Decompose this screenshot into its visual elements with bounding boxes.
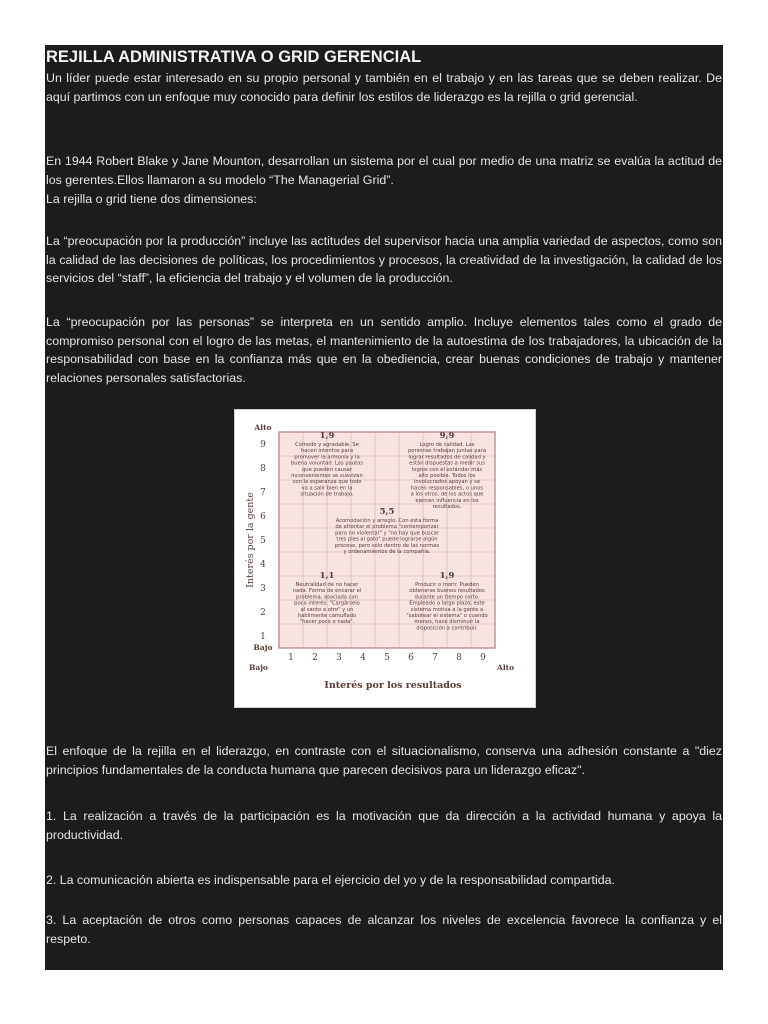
style-description-line: Empleado a largo plazo, este	[409, 600, 485, 607]
style-description-line: tres pies al gato" puede lograrse algún	[336, 536, 438, 543]
style-description-line: resultados.	[432, 504, 462, 510]
principle-3: 3. La aceptación de otros como personas capaces de alcanzar los niveles de excelencia favorece la confianza y el respeto.	[46, 913, 722, 946]
style-id-label: 1,9	[439, 571, 455, 581]
x-tick-label: 8	[456, 653, 462, 663]
y-tick-label: 2	[260, 608, 266, 618]
style-description-line: para no violentar" y "no hay que buscar	[335, 530, 439, 537]
style-description-line: problema, asociada con	[296, 594, 358, 601]
style-description-line: alto posible. Todos los	[418, 473, 476, 479]
x-tick-label: 7	[432, 653, 438, 663]
style-description-line: ejercen influencia en los	[415, 497, 479, 504]
style-description-line: va a salir bien en la	[301, 485, 353, 492]
principle-1: 1. La realización a través de la participación es la motivación que da dirección a la actividad humana y apoya la productividad.	[46, 809, 722, 842]
paragraph-dimensions: La rejilla o grid tiene dos dimensiones:	[46, 192, 257, 206]
style-description-line: obtenerse buenos resultados	[409, 588, 485, 595]
x-low-label: Bajo	[249, 663, 268, 672]
style-description-line: hacen intentos para	[300, 448, 354, 455]
y-tick-label: 5	[260, 536, 266, 546]
page-title: REJILLA ADMINISTRATIVA O GRID GERENCIAL	[46, 48, 422, 66]
style-description-line: durante un tiempo corto.	[414, 594, 480, 601]
style-description-line: inconvenientes se suavizan	[291, 473, 363, 479]
x-tick-label: 3	[336, 653, 342, 663]
style-description-line: "sabotear el sistema" o cuando	[406, 613, 488, 619]
style-description-line: al santo a otro" y un	[300, 606, 354, 613]
style-description-line: Neutralidad de no hacer	[295, 582, 359, 588]
style-description-line: Cómodo y agradable. Se	[295, 442, 359, 448]
y-axis-label: Interés por la gente	[245, 492, 256, 588]
paragraph-intro: Un líder puede estar interesado en su propio personal y también en el trabajo y en las tareas que se deben realizar. De aquí partimos con un enfoque muy conocido para definir los estilos de liderazgo es la rejilla o grid gerencial.	[46, 71, 722, 104]
style-description-line: buena voluntad. Las pautas	[290, 460, 364, 467]
style-description-line: disposición a contribuir.	[416, 625, 478, 632]
y-tick-label: 9	[260, 440, 266, 450]
managerial-grid-diagram	[235, 410, 535, 707]
style-description-line: menos, hace disminuir la	[414, 619, 480, 626]
y-tick-label: 8	[260, 464, 266, 474]
style-description-line: involucrados apoyan y se	[413, 479, 481, 486]
style-id-label: 9,9	[439, 431, 455, 441]
style-description-line: proceso, pero sólo dentro de las normas	[334, 542, 440, 549]
style-description-line: "hacer poco o nada".	[299, 619, 355, 626]
y-tick-label: 7	[260, 488, 266, 498]
paragraph-principles: El enfoque de la rejilla en el liderazgo, en contraste con el situacionalismo, conserva una adhesión constante a "diez principios fundamentales de la conducta humana que parecen decisivos para un liderazgo eficaz".	[46, 744, 722, 777]
style-description-line: Acomodación y arreglo. Con esta forma	[335, 518, 439, 524]
style-description-line: situación de trabajo.	[300, 491, 354, 498]
style-description-line: personas trabajan juntas para	[407, 448, 487, 455]
style-description-line: con la esperanza que todo	[292, 479, 362, 486]
style-description-line: están dispuestas a medir sus	[409, 460, 485, 467]
paragraph-production: La “preocupación por la producción” incluye las actitudes del supervisor hacia una amplia variedad de aspectos, como son la calidad de las decisiones de políticas, los procedimientos y procesos, la creatividad de la investigación, la calidad de los servicios del “staff”, la eficiencia del trabajo y el volumen de la producción.	[46, 234, 722, 286]
style-id-label: 5,5	[379, 507, 395, 517]
x-tick-label: 9	[480, 653, 486, 663]
y-low-label: Bajo	[253, 643, 273, 652]
style-description-line: a los otros, de los actos que	[410, 491, 484, 498]
style-description-line: lograr resultados de calidad y	[408, 454, 486, 461]
style-description-line: Producir o morir. Pueden	[415, 582, 479, 588]
x-tick-label: 5	[384, 653, 390, 663]
x-tick-label: 1	[288, 653, 294, 663]
y-high-label: Alto	[254, 423, 272, 432]
style-description-line: sistema motiva a la gente a	[410, 606, 484, 613]
x-tick-label: 6	[408, 653, 414, 663]
style-description-line: logros con el estándar más	[411, 466, 483, 473]
x-axis-label: Interés por los resultados	[324, 680, 462, 691]
principle-2: 2. La comunicación abierta es indispensable para el ejercicio del yo y de la responsabilidad compartida.	[46, 873, 615, 887]
paragraph-people: La “preocupación por las personas” se interpreta en un sentido amplio. Incluye elementos tales como el grado de compromiso personal con el logro de las metas, el mantenimiento de la autoestima de los trabajadores, la ubicación de la responsabilidad con base en la confianza más que en la obediencia, crear buenas condiciones de trabajo y mantener relaciones personales satisfactorias.	[46, 315, 722, 385]
style-description-line: Logro de calidad. Las	[419, 442, 475, 448]
style-description-line: promover la armonía y la	[294, 454, 360, 461]
paragraph-history: En 1944 Robert Blake y Jane Mounton, desarrollan un sistema por el cual por medio de una matriz se evalúa la actitud de los gerentes.Ellos llamaron a su modelo “The Managerial Grid”.	[46, 154, 722, 187]
y-tick-label: 3	[260, 584, 266, 594]
style-description-line: que pueden causar	[302, 466, 352, 473]
style-description-line: hacen responsables, o unos	[410, 485, 484, 492]
style-description-line: nada. Forma de encarar el	[292, 588, 362, 595]
style-id-label: 1,1	[319, 571, 335, 581]
y-tick-label: 4	[260, 560, 266, 570]
y-tick-label: 1	[260, 632, 266, 642]
x-tick-label: 2	[312, 653, 318, 663]
style-description-line: habilmente camuflado	[297, 613, 357, 619]
y-tick-label: 6	[260, 512, 266, 522]
x-tick-label: 4	[360, 653, 366, 663]
article-page	[45, 45, 723, 970]
style-id-label: 1,9	[319, 431, 335, 441]
managerial-grid-figure	[234, 409, 536, 708]
style-description-line: poco interés. "Cargárselo	[294, 600, 360, 607]
style-description-line: y ordenamientos de la compañía.	[343, 549, 431, 555]
x-high-label: Alto	[497, 663, 515, 672]
style-description-line: de afrontar el problema "contemporizar	[335, 524, 439, 531]
